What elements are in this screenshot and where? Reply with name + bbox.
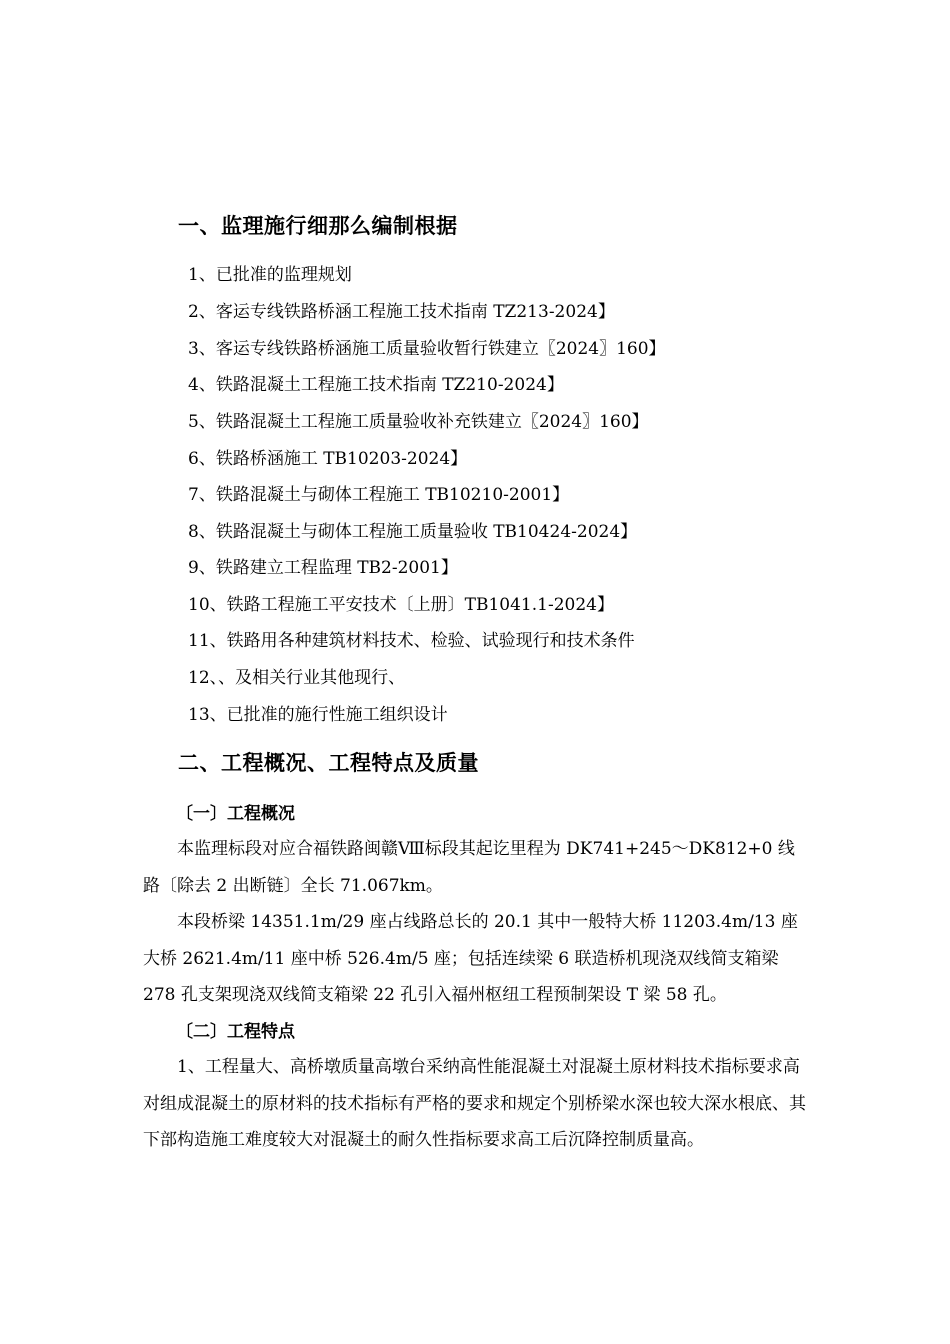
subsection-features-heading: 〔二〕工程特点 [176, 1022, 295, 1042]
section-2-heading: 二、工程概况、工程特点及质量 [178, 750, 479, 775]
basis-item-10: 10、铁路工程施工平安技术〔上册〕TB1041.1-2024】 [188, 595, 614, 615]
basis-item-11: 11、铁路用各种建筑材料技术、检验、试验现行和技术条件 [188, 631, 635, 651]
basis-item-12: 12、、及相关行业其他现行、 [188, 668, 406, 688]
basis-item-7: 7、铁路混凝土与砌体工程施工 TB10210-2001】 [188, 485, 570, 505]
overview-paragraph-1: 本监理标段对应合福铁路闽赣Ⅷ标段其起讫里程为 DK741+245～DK812+0 线路〔除去 2 出断链〕全长 71.067km。 [143, 839, 795, 896]
basis-item-6: 6、铁路桥涵施工 TB10203-2024】 [188, 449, 468, 469]
basis-item-2: 2、客运专线铁路桥涵工程施工技术指南 TZ213-2024】 [188, 302, 615, 322]
basis-item-3: 3、客运专线铁路桥涵施工质量验收暂行铁建立〖2024〗160】 [188, 339, 666, 359]
overview-paragraph-2: 本段桥梁 14351.1m/29 座占线路总长的 20.1 其中一般特大桥 11203.4m/13 座大桥 2621.4m/11 座中桥 526.4m/5 座；包括连续梁 6 联造桥机现浇双线简支箱梁 278 孔支架现浇双线简支箱梁 22 孔引入福州枢纽工程预制架设 T 梁 58 孔。 [143, 912, 798, 1005]
basis-item-1: 1、已批准的监理规划 [188, 265, 352, 285]
basis-item-13: 13、已批准的施行性施工组织设计 [188, 705, 448, 725]
section-1-heading: 一、监理施行细那么编制根据 [178, 213, 458, 238]
subsection-overview-heading: 〔一〕工程概况 [176, 804, 295, 824]
basis-item-9: 9、铁路建立工程监理 TB2-2001】 [188, 558, 458, 578]
features-paragraph-1: 1、工程量大、高桥墩质量高墩台采纳高性能混凝土对混凝土原材料技术指标要求高对组成混凝土的原材料的技术指标有严格的要求和规定个别桥梁水深也较大深水根底、其下部构造施工难度较大对混凝土的耐久性指标要求高工后沉降控制质量高。 [143, 1057, 806, 1150]
basis-item-4: 4、铁路混凝土工程施工技术指南 TZ210-2024】 [188, 375, 564, 395]
basis-item-5: 5、铁路混凝土工程施工质量验收补充铁建立〖2024〗160】 [188, 412, 649, 432]
basis-item-8: 8、铁路混凝土与砌体工程施工质量验收 TB10424-2024】 [188, 522, 638, 542]
